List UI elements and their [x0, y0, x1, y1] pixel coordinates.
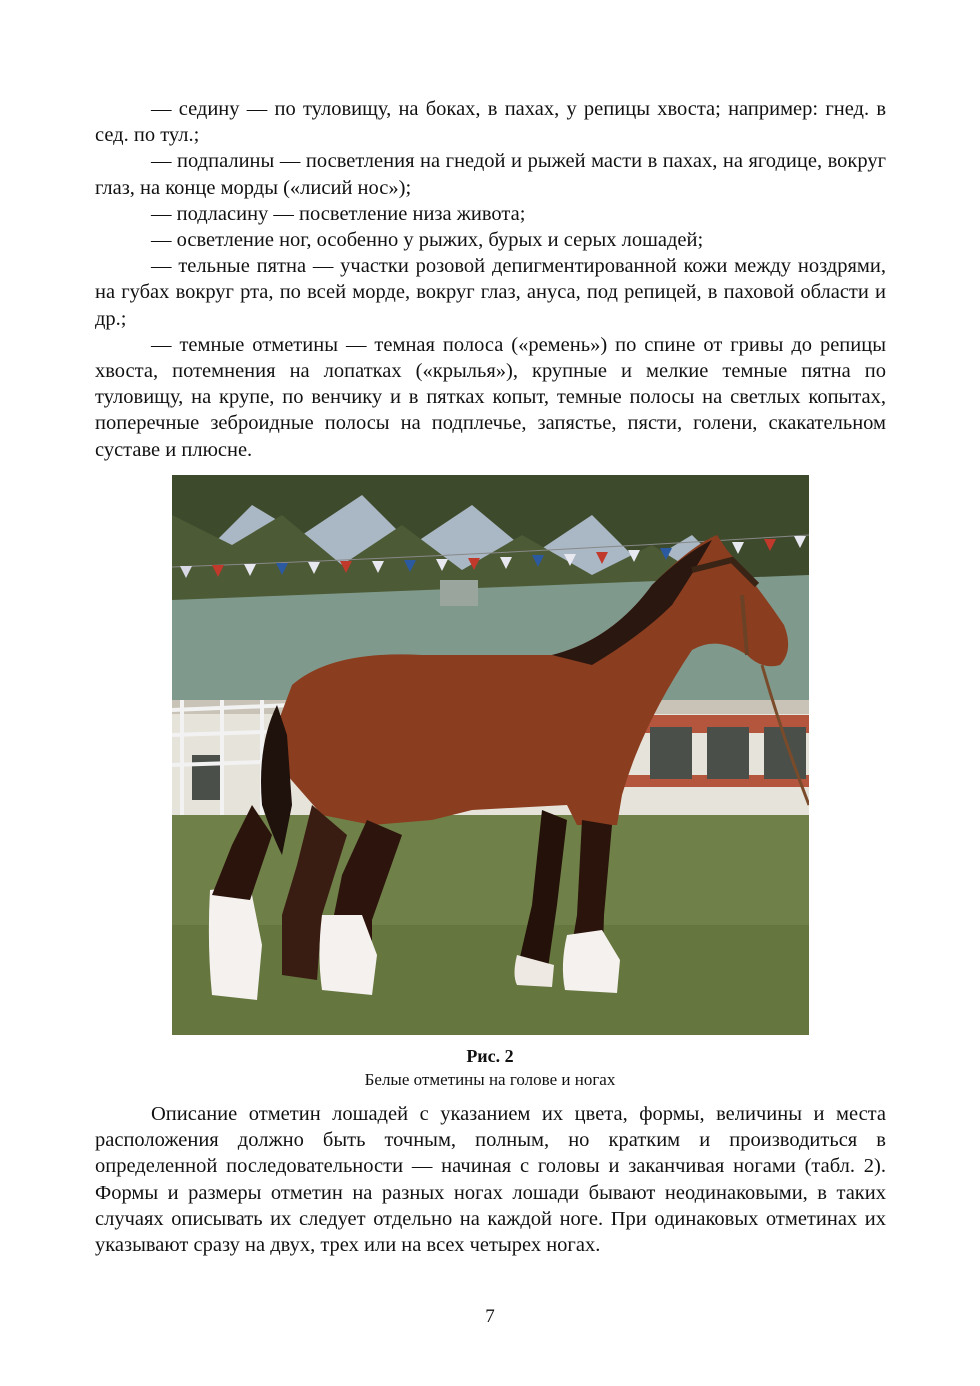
horse-photo [172, 475, 809, 1035]
paragraph: — темные отметины — темная полоса («ремень») по спине от гривы до репицы хвоста, потемнения на лопатках («крылья»), крупные и мелкие темные пятна по туловищу, на крупе, по венчику и в пятках копыт, темные полосы на светлых копытах, поперечные зеброидные полосы на подплечье, запястье, пясти, голени, скакательном суставе и плюсне. [95, 333, 886, 461]
body-text-bottom [95, 1101, 886, 1258]
paragraph: — тельные пятна — участки розовой депигментированной кожи между ноздрями, на губах вокруг рта, по всей морде, вокруг глаз, ануса, под репицей, в паховой области и др.; [95, 255, 886, 330]
figure-label: Рис. 2 [466, 1046, 514, 1066]
paragraph: — подласину — посветление низа живота; [151, 202, 526, 225]
body-text-top [95, 96, 886, 463]
paragraph: — седину — по туловищу, на боках, в пахах, у репицы хвоста; например: гнед. в сед. по тул.; [95, 98, 886, 147]
paragraph: — подпалины — посветления на гнедой и рыжей масти в пахах, на ягодице, вокруг глаз, на конце морды («лисий нос»); [95, 150, 886, 199]
paragraph: Описание отметин лошадей с указанием их цвета, формы, величины и места расположения должно быть точным, полным, но кратким и производиться в определенной последовательности — начиная с головы и заканчивая ногами (табл. 2). Формы и размеры отметин на разных ногах лошади бывают неодинаковыми, в таких случаях описывать их следует отдельно на каждой ноге. При одинаковых отметинах их указывают сразу на двух, трех или на всех четырех ногах. [95, 1103, 886, 1257]
page-number: 7 [485, 1306, 495, 1327]
paragraph: — осветление ног, особенно у рыжих, бурых и серых лошадей; [151, 229, 704, 252]
figure-caption: Белые отметины на голове и ногах [364, 1070, 616, 1089]
